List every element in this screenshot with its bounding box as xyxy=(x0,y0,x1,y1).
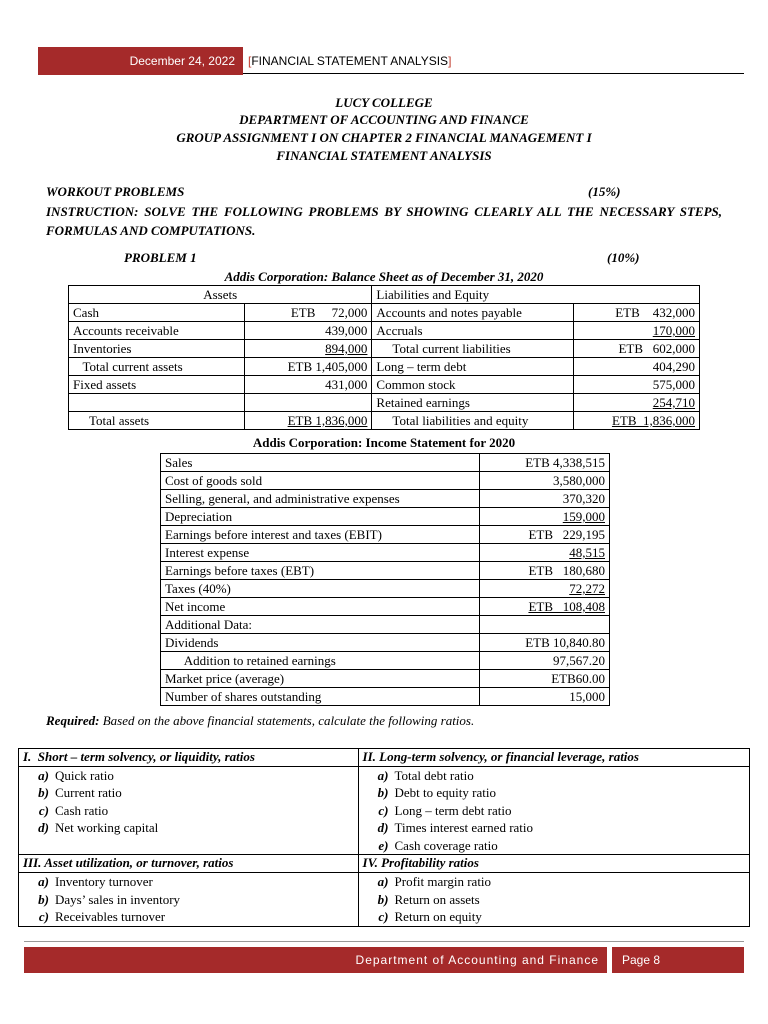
cell: Fixed assets xyxy=(69,376,245,394)
heading-department: DEPARTMENT OF ACCOUNTING AND FINANCE xyxy=(239,112,529,127)
cell: Common stock xyxy=(372,376,574,394)
item-text: Times interest earned ratio xyxy=(394,820,534,836)
assets-header: Assets xyxy=(69,286,372,304)
cell: Inventories xyxy=(69,340,245,358)
cell: Total assets xyxy=(69,412,245,430)
cell: Depreciation xyxy=(161,508,480,526)
page-footer xyxy=(24,941,744,976)
item-letter: a) xyxy=(38,767,49,783)
list-item xyxy=(363,819,745,837)
cell: 431,000 xyxy=(244,376,372,394)
income-statement-table xyxy=(160,453,610,706)
leverage-list xyxy=(363,767,745,855)
heading-college: LUCY COLLEGE xyxy=(335,95,433,110)
cell: Additional Data: xyxy=(161,616,480,634)
item-text: Return on equity xyxy=(394,909,482,925)
profitability-list xyxy=(363,873,745,926)
cell: 97,567.20 xyxy=(480,652,610,670)
page-header xyxy=(38,47,744,75)
cell: Sales xyxy=(161,454,480,472)
table-row xyxy=(161,688,610,706)
table-row xyxy=(161,562,610,580)
cell: ETB 10,840.80 xyxy=(480,634,610,652)
section-title-liquidity: I. Short – term solvency, or liquidity, ratios xyxy=(19,749,359,767)
cell: Number of shares outstanding xyxy=(161,688,480,706)
workout-weight: (15%) xyxy=(588,184,621,199)
item-text: Days’ sales in inventory xyxy=(55,891,181,907)
cell: ETB60.00 xyxy=(480,670,610,688)
item-text: Current ratio xyxy=(55,785,122,801)
cell xyxy=(480,616,610,634)
cell: 170,000 xyxy=(574,322,700,340)
item-letter: d) xyxy=(377,820,389,836)
item-text: Profit margin ratio xyxy=(394,873,492,889)
cell: Interest expense xyxy=(161,544,480,562)
table-row xyxy=(161,598,610,616)
item-letter: e) xyxy=(378,837,389,853)
cell: 439,000 xyxy=(244,322,372,340)
cell: Taxes (40%) xyxy=(161,580,480,598)
heading-assignment: GROUP ASSIGNMENT I ON CHAPTER 2 FINANCIAL MANAGEMENT I xyxy=(176,130,592,145)
list-item xyxy=(363,891,745,909)
instruction-text: INSTRUCTION: SOLVE THE FOLLOWING PROBLEMS BY SHOWING CLEARLY ALL THE NECESSARY STEPS, FORMULAS AND COMPUTATIONS. xyxy=(46,204,722,238)
footer-department: Department of Accounting and Finance xyxy=(24,947,607,973)
table-row xyxy=(161,634,610,652)
cell: Accruals xyxy=(372,322,574,340)
item-letter: b) xyxy=(38,785,49,801)
list-item xyxy=(363,873,745,891)
ratios-table xyxy=(18,748,750,927)
cell: ETB 229,195 xyxy=(480,526,610,544)
list-item xyxy=(363,837,745,855)
cell: ETB 72,000 xyxy=(244,304,372,322)
list-cell xyxy=(19,872,359,926)
table-row xyxy=(19,872,750,926)
cell: 894,000 xyxy=(244,340,372,358)
list-item xyxy=(23,819,354,837)
cell: Dividends xyxy=(161,634,480,652)
item-letter: c) xyxy=(38,802,49,818)
cell: 159,000 xyxy=(480,508,610,526)
item-text: Return on assets xyxy=(394,891,480,907)
cell: 370,320 xyxy=(480,490,610,508)
table-row xyxy=(161,670,610,688)
income-statement-title: Addis Corporation: Income Statement for 2020 xyxy=(252,435,516,450)
liquidity-list xyxy=(23,767,354,855)
list-item xyxy=(23,837,354,855)
cell: 254,710 xyxy=(574,394,700,412)
item-text: Cash coverage ratio xyxy=(394,837,498,853)
table-row xyxy=(161,454,610,472)
table-row xyxy=(161,652,610,670)
cell: Market price (average) xyxy=(161,670,480,688)
item-text: Receivables turnover xyxy=(55,909,166,925)
table-row xyxy=(69,286,700,304)
item-letter: b) xyxy=(38,891,49,907)
cell: Total liabilities and equity xyxy=(372,412,574,430)
table-row xyxy=(161,580,610,598)
cell: Accounts and notes payable xyxy=(372,304,574,322)
list-item xyxy=(363,767,745,785)
list-cell xyxy=(358,872,749,926)
cell: ETB 1,405,000 xyxy=(244,358,372,376)
section-title-profitability: IV. Profitability ratios xyxy=(358,855,749,873)
cell: Cost of goods sold xyxy=(161,472,480,490)
cell: Earnings before interest and taxes (EBIT) xyxy=(161,526,480,544)
item-text: Total debt ratio xyxy=(394,767,474,783)
table-row xyxy=(161,526,610,544)
problem-weight: (10%) xyxy=(607,250,640,265)
list-cell xyxy=(358,766,749,855)
cell: ETB 4,338,515 xyxy=(480,454,610,472)
header-title: [FINANCIAL STATEMENT ANALYSIS] xyxy=(248,54,452,68)
list-item xyxy=(23,873,354,891)
item-letter: a) xyxy=(377,873,389,889)
balance-sheet-table xyxy=(68,285,700,430)
section-title-turnover: III. Asset utilization, or turnover, ratios xyxy=(19,855,359,873)
cell: ETB 432,000 xyxy=(574,304,700,322)
cell: ETB 602,000 xyxy=(574,340,700,358)
cell: ETB 1,836,000 xyxy=(574,412,700,430)
table-row xyxy=(69,322,700,340)
header-rule xyxy=(243,73,744,74)
cell xyxy=(244,394,372,412)
table-row xyxy=(69,394,700,412)
item-letter: b) xyxy=(377,785,389,801)
cell: Total current liabilities xyxy=(372,340,574,358)
cell: 404,290 xyxy=(574,358,700,376)
cell: Retained earnings xyxy=(372,394,574,412)
cell: 72,272 xyxy=(480,580,610,598)
cell: Earnings before taxes (EBT) xyxy=(161,562,480,580)
list-item xyxy=(23,908,354,926)
item-text: Net working capital xyxy=(55,820,159,836)
cell: ETB 108,408 xyxy=(480,598,610,616)
item-letter: c) xyxy=(378,909,389,925)
cell: Total current assets xyxy=(69,358,245,376)
workout-label: WORKOUT PROBLEMS xyxy=(46,184,185,199)
table-row xyxy=(69,376,700,394)
item-text: Inventory turnover xyxy=(55,873,153,889)
item-text: Long – term debt ratio xyxy=(394,802,512,818)
footer-page-number: Page 8 xyxy=(612,947,744,973)
table-row xyxy=(161,616,610,634)
liabilities-header: Liabilities and Equity xyxy=(372,286,700,304)
list-cell xyxy=(19,766,359,855)
cell: Accounts receivable xyxy=(69,322,245,340)
item-letter: c) xyxy=(378,802,389,818)
heading-topic: FINANCIAL STATEMENT ANALYSIS xyxy=(276,148,492,163)
item-letter: c) xyxy=(38,909,49,925)
table-row xyxy=(69,340,700,358)
table-row xyxy=(161,490,610,508)
turnover-list xyxy=(23,873,354,926)
required-note: Required: Based on the above financial statements, calculate the following ratios. xyxy=(46,713,475,728)
table-row xyxy=(19,766,750,855)
problem-label: PROBLEM 1 xyxy=(124,250,197,265)
table-row xyxy=(69,304,700,322)
cell: Selling, general, and administrative expenses xyxy=(161,490,480,508)
table-row xyxy=(161,544,610,562)
item-letter: a) xyxy=(377,767,389,783)
section-title-leverage: II. Long-term solvency, or financial leverage, ratios xyxy=(358,749,749,767)
header-date: December 24, 2022 xyxy=(38,47,243,75)
item-text: Debt to equity ratio xyxy=(394,785,496,801)
list-item xyxy=(363,908,745,926)
cell: ETB 180,680 xyxy=(480,562,610,580)
table-row xyxy=(69,358,700,376)
list-item xyxy=(363,802,745,820)
item-text: Cash ratio xyxy=(55,802,109,818)
cell xyxy=(69,394,245,412)
item-letter: a) xyxy=(38,873,49,889)
table-row xyxy=(69,412,700,430)
list-item xyxy=(23,784,354,802)
item-text: Quick ratio xyxy=(55,767,114,783)
cell: 3,580,000 xyxy=(480,472,610,490)
list-item xyxy=(23,767,354,785)
item-letter: b) xyxy=(377,891,389,907)
cell: Net income xyxy=(161,598,480,616)
cell: 575,000 xyxy=(574,376,700,394)
cell: ETB 1,836,000 xyxy=(244,412,372,430)
table-row xyxy=(19,749,750,767)
list-item xyxy=(363,784,745,802)
cell: 15,000 xyxy=(480,688,610,706)
list-item xyxy=(23,802,354,820)
table-row xyxy=(19,855,750,873)
balance-sheet-title: Addis Corporation: Balance Sheet as of December 31, 2020 xyxy=(224,269,544,284)
cell: Addition to retained earnings xyxy=(161,652,480,670)
cell: 48,515 xyxy=(480,544,610,562)
table-row xyxy=(161,472,610,490)
table-row xyxy=(161,508,610,526)
list-item xyxy=(23,891,354,909)
item-letter: d) xyxy=(38,820,49,836)
cell: Long – term debt xyxy=(372,358,574,376)
cell: Cash xyxy=(69,304,245,322)
